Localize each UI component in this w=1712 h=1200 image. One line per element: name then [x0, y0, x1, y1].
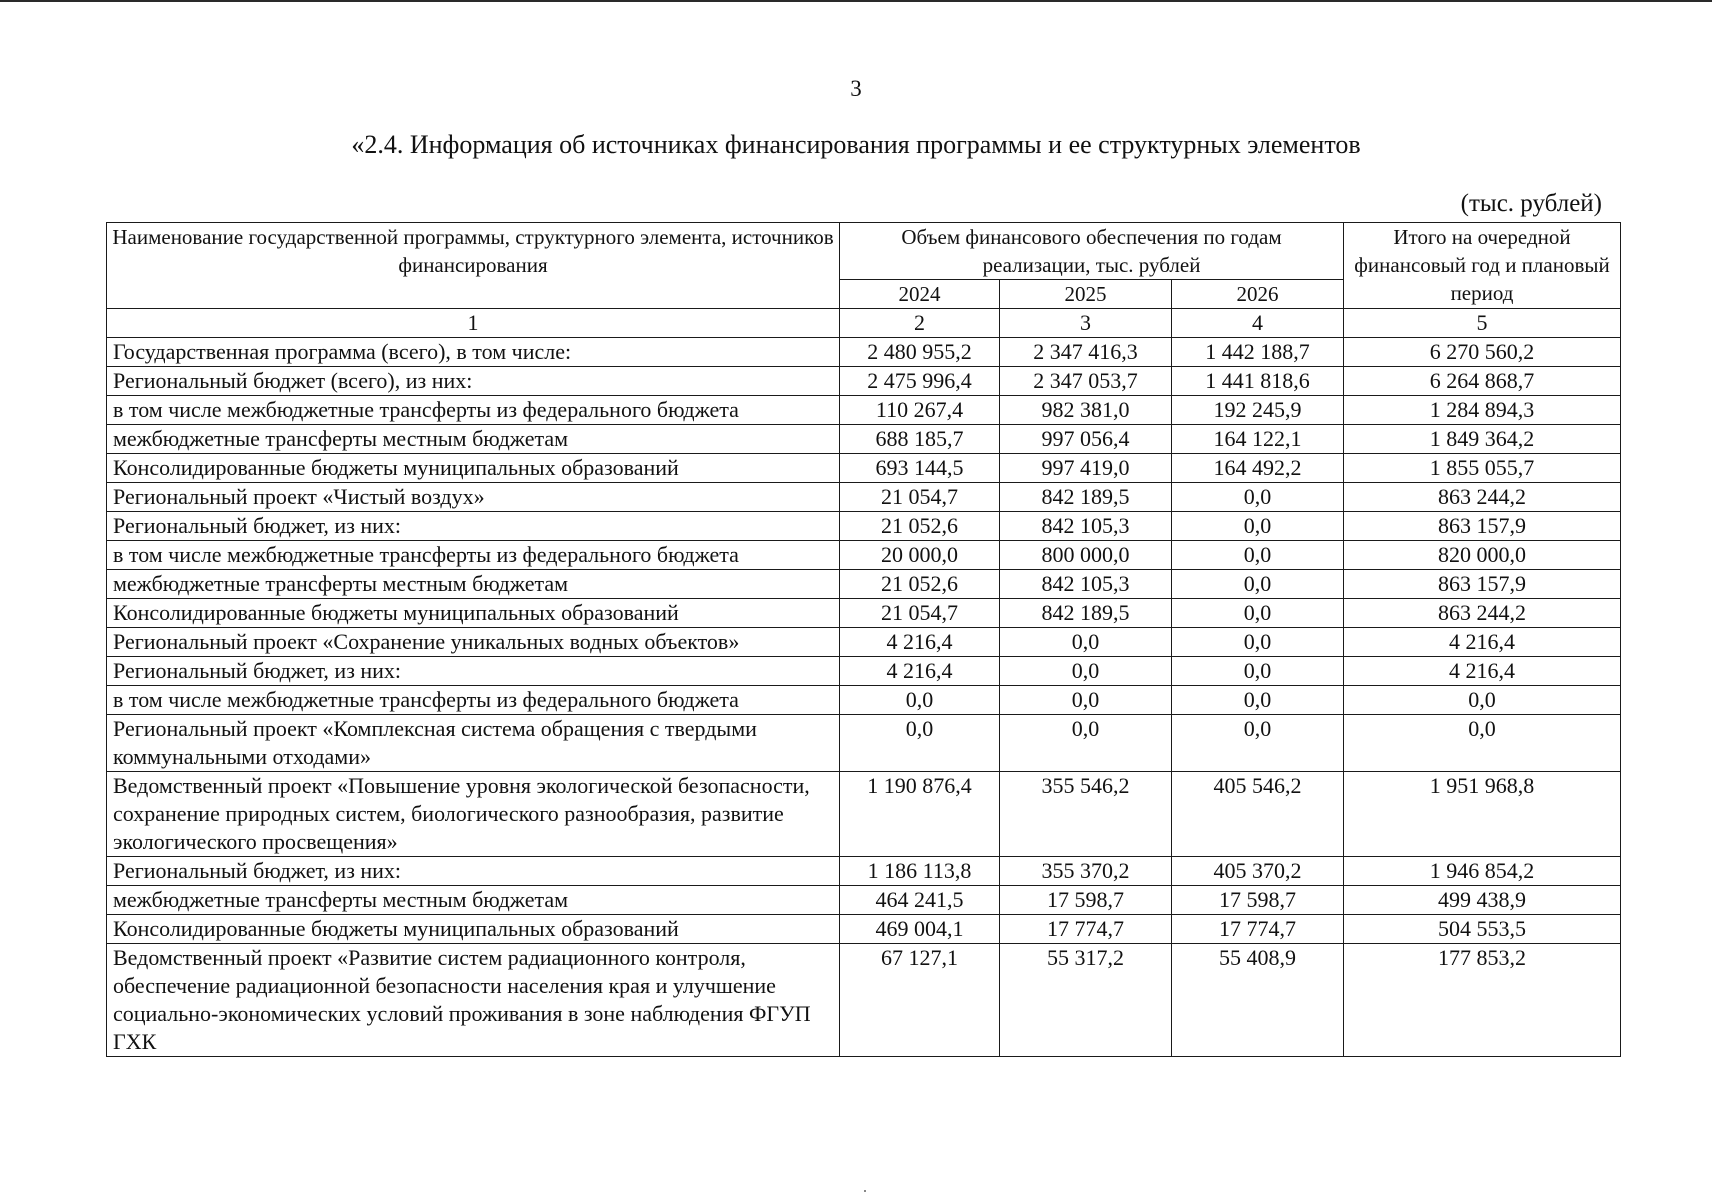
row-name-cell: межбюджетные трансферты местным бюджетам: [107, 570, 840, 599]
value-2026-cell: 405 546,2: [1172, 772, 1344, 857]
value-2026-cell: 1 442 188,7: [1172, 338, 1344, 367]
value-total-cell: 1 946 854,2: [1344, 857, 1621, 886]
table-row: [107, 367, 1621, 396]
value-total-cell: 4 216,4: [1344, 628, 1621, 657]
value-2024-cell: 693 144,5: [840, 454, 1000, 483]
row-name-cell: в том числе межбюджетные трансферты из федерального бюджета: [107, 686, 840, 715]
value-total-cell: 0,0: [1344, 686, 1621, 715]
value-2024-cell: 4 216,4: [840, 657, 1000, 686]
table-row: [107, 857, 1621, 886]
value-total-cell: 1 284 894,3: [1344, 396, 1621, 425]
value-total-cell: 863 244,2: [1344, 483, 1621, 512]
table-row: [107, 512, 1621, 541]
table-row: [107, 772, 1621, 857]
value-2026-cell: 0,0: [1172, 686, 1344, 715]
value-2025-cell: 982 381,0: [1000, 396, 1172, 425]
row-name-cell: межбюджетные трансферты местным бюджетам: [107, 425, 840, 454]
value-2026-cell: 0,0: [1172, 715, 1344, 772]
value-2026-cell: 405 370,2: [1172, 857, 1344, 886]
value-2024-cell: 21 052,6: [840, 512, 1000, 541]
value-2024-cell: 469 004,1: [840, 915, 1000, 944]
value-2025-cell: 0,0: [1000, 628, 1172, 657]
table-row: [107, 915, 1621, 944]
table-row: [107, 425, 1621, 454]
value-2025-cell: 55 317,2: [1000, 944, 1172, 1057]
row-name-cell: Консолидированные бюджеты муниципальных образований: [107, 915, 840, 944]
value-2025-cell: 997 419,0: [1000, 454, 1172, 483]
value-2026-cell: 1 441 818,6: [1172, 367, 1344, 396]
table-row: [107, 686, 1621, 715]
page-number: 3: [850, 76, 862, 101]
table-row: [107, 570, 1621, 599]
value-total-cell: 820 000,0: [1344, 541, 1621, 570]
value-total-cell: 1 951 968,8: [1344, 772, 1621, 857]
table-row: [107, 715, 1621, 772]
row-name-cell: в том числе межбюджетные трансферты из федерального бюджета: [107, 396, 840, 425]
row-name-cell: Региональный бюджет (всего), из них:: [107, 367, 840, 396]
value-total-cell: 1 849 364,2: [1344, 425, 1621, 454]
value-total-cell: 504 553,5: [1344, 915, 1621, 944]
header-year-2026: 2026: [1172, 280, 1344, 309]
value-2026-cell: 0,0: [1172, 657, 1344, 686]
value-2025-cell: 0,0: [1000, 657, 1172, 686]
value-total-cell: 863 157,9: [1344, 570, 1621, 599]
value-2026-cell: 164 122,1: [1172, 425, 1344, 454]
units-label: (тыс. рублей): [1460, 190, 1602, 217]
value-total-cell: 4 216,4: [1344, 657, 1621, 686]
value-total-cell: 177 853,2: [1344, 944, 1621, 1057]
row-name-cell: в том числе межбюджетные трансферты из федерального бюджета: [107, 541, 840, 570]
value-2026-cell: 17 774,7: [1172, 915, 1344, 944]
table-row: [107, 454, 1621, 483]
value-2026-cell: 0,0: [1172, 483, 1344, 512]
table-row: [107, 599, 1621, 628]
value-2024-cell: 464 241,5: [840, 886, 1000, 915]
value-total-cell: 6 264 868,7: [1344, 367, 1621, 396]
value-2025-cell: 2 347 053,7: [1000, 367, 1172, 396]
table-row: [107, 886, 1621, 915]
scan-speck: [864, 1190, 866, 1192]
financing-table: [106, 222, 1621, 1057]
value-total-cell: 0,0: [1344, 715, 1621, 772]
value-2025-cell: 842 189,5: [1000, 483, 1172, 512]
row-name-cell: Региональный бюджет, из них:: [107, 512, 840, 541]
value-2024-cell: 21 054,7: [840, 599, 1000, 628]
row-name-cell: межбюджетные трансферты местным бюджетам: [107, 886, 840, 915]
value-2025-cell: 17 774,7: [1000, 915, 1172, 944]
table-header: [107, 223, 1621, 309]
column-number-row: [107, 309, 1621, 338]
value-2024-cell: 4 216,4: [840, 628, 1000, 657]
header-year-2025: 2025: [1000, 280, 1172, 309]
value-2024-cell: 20 000,0: [840, 541, 1000, 570]
row-name-cell: Региональный проект «Чистый воздух»: [107, 483, 840, 512]
table-row: [107, 483, 1621, 512]
value-2025-cell: 355 370,2: [1000, 857, 1172, 886]
value-2026-cell: 17 598,7: [1172, 886, 1344, 915]
column-number: 1: [107, 309, 840, 338]
table-row: [107, 338, 1621, 367]
table-body: [107, 309, 1621, 1057]
value-2024-cell: 21 052,6: [840, 570, 1000, 599]
value-2024-cell: 2 475 996,4: [840, 367, 1000, 396]
value-2026-cell: 0,0: [1172, 570, 1344, 599]
value-2026-cell: 0,0: [1172, 512, 1344, 541]
column-number: 3: [1000, 309, 1172, 338]
value-2025-cell: 842 105,3: [1000, 512, 1172, 541]
row-name-cell: Консолидированные бюджеты муниципальных образований: [107, 454, 840, 483]
value-2024-cell: 0,0: [840, 686, 1000, 715]
row-name-cell: Ведомственный проект «Развитие систем радиационного контроля, обеспечение радиационной безопасности населения края и улучшение социально-экономических условий проживания в зоне наблюдения ФГУП ГХК: [107, 944, 840, 1057]
document-title: «2.4. Информация об источниках финансирования программы и ее структурных элементов: [351, 130, 1361, 159]
value-2025-cell: 17 598,7: [1000, 886, 1172, 915]
top-border-line: [0, 0, 1712, 2]
value-2026-cell: 0,0: [1172, 541, 1344, 570]
table-row: [107, 541, 1621, 570]
table-row: [107, 628, 1621, 657]
value-2026-cell: 164 492,2: [1172, 454, 1344, 483]
row-name-cell: Государственная программа (всего), в том числе:: [107, 338, 840, 367]
table-row: [107, 657, 1621, 686]
value-total-cell: 863 244,2: [1344, 599, 1621, 628]
header-volume-by-years: Объем финансового обеспечения по годам реализации, тыс. рублей: [840, 223, 1344, 280]
row-name-cell: Региональный бюджет, из них:: [107, 857, 840, 886]
row-name-cell: Ведомственный проект «Повышение уровня экологической безопасности, сохранение природных систем, биологического разнообразия, развитие экологического просвещения»: [107, 772, 840, 857]
header-year-2024: 2024: [840, 280, 1000, 309]
value-total-cell: 863 157,9: [1344, 512, 1621, 541]
value-2024-cell: 110 267,4: [840, 396, 1000, 425]
value-2024-cell: 21 054,7: [840, 483, 1000, 512]
value-total-cell: 6 270 560,2: [1344, 338, 1621, 367]
row-name-cell: Региональный проект «Сохранение уникальных водных объектов»: [107, 628, 840, 657]
value-2025-cell: 842 105,3: [1000, 570, 1172, 599]
value-2024-cell: 2 480 955,2: [840, 338, 1000, 367]
value-2026-cell: 0,0: [1172, 628, 1344, 657]
table-row: [107, 944, 1621, 1057]
column-number: 5: [1344, 309, 1621, 338]
value-total-cell: 1 855 055,7: [1344, 454, 1621, 483]
value-total-cell: 499 438,9: [1344, 886, 1621, 915]
value-2024-cell: 1 186 113,8: [840, 857, 1000, 886]
value-2026-cell: 55 408,9: [1172, 944, 1344, 1057]
header-name-column: Наименование государственной программы, структурного элемента, источников финансирования: [107, 223, 840, 309]
row-name-cell: Региональный проект «Комплексная система обращения с твердыми коммунальными отходами»: [107, 715, 840, 772]
value-2024-cell: 67 127,1: [840, 944, 1000, 1057]
value-2024-cell: 1 190 876,4: [840, 772, 1000, 857]
value-2025-cell: 2 347 416,3: [1000, 338, 1172, 367]
value-2025-cell: 997 056,4: [1000, 425, 1172, 454]
header-total-column: Итого на очередной финансовый год и плановый период: [1344, 223, 1621, 309]
value-2024-cell: 0,0: [840, 715, 1000, 772]
table-row: [107, 396, 1621, 425]
row-name-cell: Консолидированные бюджеты муниципальных образований: [107, 599, 840, 628]
value-2024-cell: 688 185,7: [840, 425, 1000, 454]
value-2025-cell: 0,0: [1000, 715, 1172, 772]
value-2025-cell: 0,0: [1000, 686, 1172, 715]
value-2025-cell: 355 546,2: [1000, 772, 1172, 857]
value-2025-cell: 800 000,0: [1000, 541, 1172, 570]
value-2026-cell: 192 245,9: [1172, 396, 1344, 425]
value-2025-cell: 842 189,5: [1000, 599, 1172, 628]
column-number: 4: [1172, 309, 1344, 338]
column-number: 2: [840, 309, 1000, 338]
row-name-cell: Региональный бюджет, из них:: [107, 657, 840, 686]
value-2026-cell: 0,0: [1172, 599, 1344, 628]
